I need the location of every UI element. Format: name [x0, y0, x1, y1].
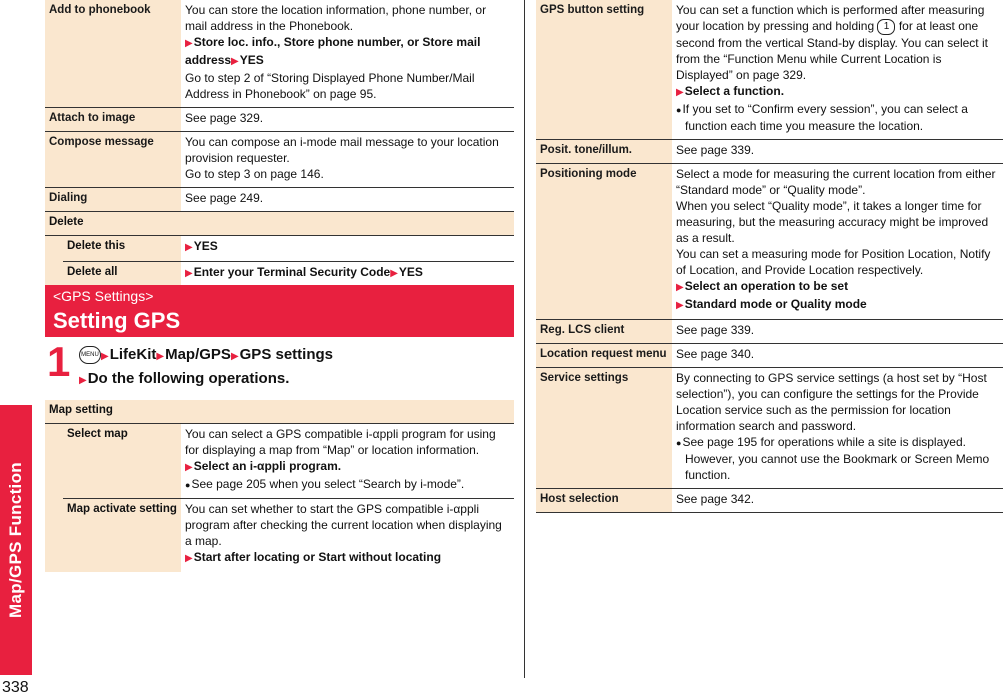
operation-steps: ▶Select an operation to be set — [676, 278, 849, 293]
table-section-row — [45, 400, 514, 424]
row-label: Reg. LCS client — [536, 319, 672, 343]
row-description: See page 329. — [181, 108, 514, 132]
description-text: By connecting to GPS service settings (a host set by “Host selection”), you can configure the settings for the Provide Location service such as the permission for location information search and password. — [676, 370, 987, 433]
row-description: See page 340. — [672, 343, 1003, 367]
table-row — [536, 163, 1003, 319]
step-instruction — [47, 340, 514, 390]
table-row — [45, 236, 514, 262]
row-description — [181, 0, 514, 108]
table-row — [536, 367, 1003, 488]
table-row — [536, 0, 1003, 139]
row-label: Posit. tone/illum. — [536, 139, 672, 163]
operation-steps: ▶Select an i-αppli program. — [185, 459, 342, 473]
options-table-right — [536, 0, 1003, 513]
step-text: MENU ▶LifeKit▶Map/GPS▶GPS settings ▶Do the following operations. — [79, 346, 333, 387]
left-column — [45, 0, 514, 288]
description-note: ●See page 205 when you select “Search by i-mode”. — [185, 477, 465, 491]
description-text: You can select a GPS compatible i-αppli program for using for displaying a map from “Map” or location information. — [185, 427, 496, 457]
description-note: ●See page 195 for operations while a site is displayed. However, you cannot use the Bookmark or Screen Memo function. — [676, 434, 990, 482]
table-row — [45, 424, 514, 499]
menu-key-icon: MENU — [79, 346, 101, 364]
row-label: Host selection — [536, 488, 672, 512]
row-description: See page 342. — [672, 488, 1003, 512]
row-description — [181, 424, 514, 499]
row-description: See page 249. — [181, 188, 514, 212]
row-description — [181, 499, 514, 573]
row-label: Dialing — [45, 188, 181, 212]
options-table-top — [45, 0, 514, 288]
right-column — [536, 0, 1003, 513]
page-number: 338 — [2, 679, 29, 696]
table-row — [536, 343, 1003, 367]
row-label: GPS button setting — [536, 0, 672, 139]
description-text: You can set a function which is performed after measuring your location by pressing and holding 1 for at least one second from the vertical Stand-by display. You can select it from the “Function Menu while Current Location is Displayed” on page 329. — [676, 3, 988, 82]
operation-steps: ▶Start after locating or Start without locating — [185, 550, 442, 564]
row-label: Map activate setting — [63, 499, 181, 573]
row-label: Delete all — [63, 262, 181, 288]
description-note: ●If you set to “Confirm every session”, you can select a function each time you measure the location. — [676, 101, 968, 133]
operation-steps: ▶Select a function. — [676, 83, 785, 98]
row-description: See page 339. — [672, 319, 1003, 343]
column-divider — [524, 0, 525, 678]
row-label: Compose message — [45, 132, 181, 188]
row-label: Select map — [63, 424, 181, 499]
operation-steps: ▶Store loc. info., Store phone number, or Store mail address▶YES — [185, 35, 481, 67]
description-text: You can set a measuring mode for Position Location, Notify of Location, and Provide Location respectively. — [676, 246, 991, 277]
key-1-icon: 1 — [877, 19, 895, 35]
operation-steps: ▶Enter your Terminal Security Code▶YES — [181, 262, 514, 288]
table-row — [45, 188, 514, 212]
map-setting-table — [45, 400, 514, 572]
row-description: See page 339. — [672, 139, 1003, 163]
description-text: You can set whether to start the GPS compatible i-αppli program after checking the current location when displaying a map. — [185, 502, 502, 548]
row-label: Attach to image — [45, 108, 181, 132]
row-description — [181, 132, 514, 188]
operation-steps: ▶YES — [181, 236, 514, 262]
description-text: When you select “Quality mode”, it takes a longer time for measuring, but the measuring accuracy might be improved as a result. — [676, 198, 989, 245]
section-label: Map setting — [45, 400, 514, 424]
description-text: You can compose an i-mode mail message to your location provision requester. — [185, 135, 499, 165]
description-note: Go to step 2 of “Storing Displayed Phone Number/Mail Address in Phonebook” on page 95. — [185, 71, 475, 101]
row-label: Service settings — [536, 367, 672, 488]
table-row — [536, 319, 1003, 343]
map-setting-table-wrap — [45, 400, 514, 572]
row-label: Positioning mode — [536, 163, 672, 319]
banner-subtitle: <GPS Settings> — [53, 288, 154, 304]
table-row — [45, 262, 514, 288]
step-number: 1 — [47, 338, 71, 385]
row-label: Location request menu — [536, 343, 672, 367]
row-label: Delete this — [63, 236, 181, 262]
row-description — [672, 367, 1003, 488]
section-banner — [45, 285, 514, 337]
table-section-row — [45, 212, 514, 236]
description-text: Select a mode for measuring the current location from either “Standard mode” or “Quality mode”. — [676, 166, 996, 197]
table-row — [536, 488, 1003, 512]
banner-title: Setting GPS — [53, 308, 181, 333]
row-description — [672, 163, 1003, 319]
row-description — [672, 0, 1003, 139]
section-side-tab-label: Map/GPS Function — [6, 462, 25, 618]
table-row — [536, 139, 1003, 163]
operation-steps: ▶Standard mode or Quality mode — [676, 296, 867, 311]
table-row — [45, 108, 514, 132]
row-label: Add to phonebook — [45, 0, 181, 108]
description-text: You can store the location information, phone number, or mail address in the Phonebook. — [185, 3, 487, 33]
table-row — [45, 499, 514, 573]
table-row — [45, 132, 514, 188]
section-label: Delete — [45, 212, 514, 236]
table-row — [45, 0, 514, 108]
description-note: Go to step 3 on page 146. — [185, 167, 324, 181]
section-side-tab — [0, 405, 32, 675]
